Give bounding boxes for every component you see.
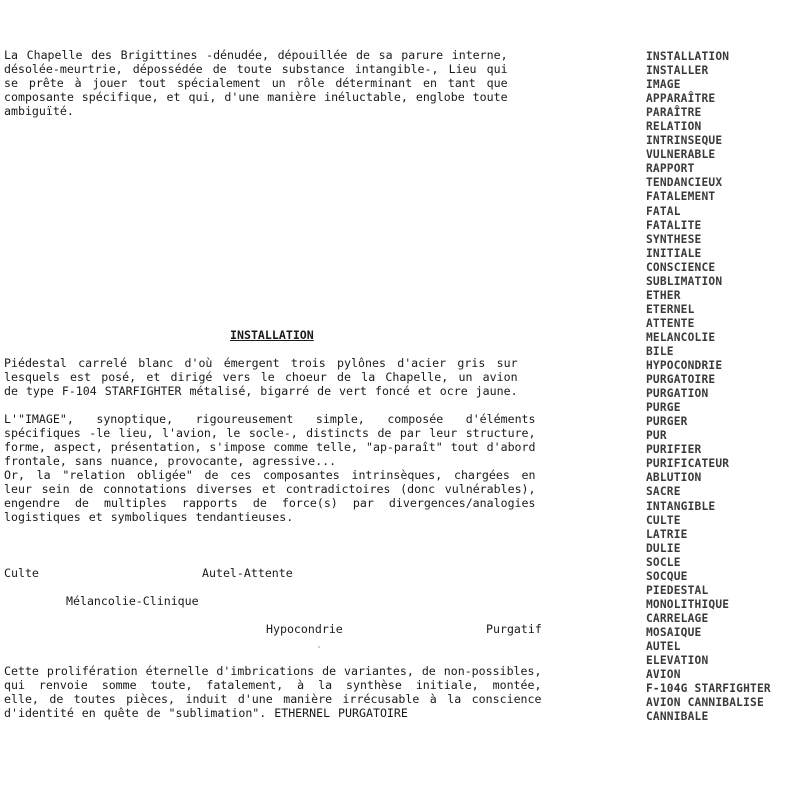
image-line: spécifiques -le lieu, l'avion, le socle-, distincts de par leur structure, xyxy=(4,426,536,440)
intro-line: La Chapelle des Brigittines -dénudée, dépouillée de sa parure interne, xyxy=(4,48,508,62)
keyword-item: FATAL xyxy=(646,204,681,218)
closing-line: Cette prolifération éternelle d'imbrications de variantes, de non-possibles, xyxy=(4,664,542,678)
image-line: L'"IMAGE", synoptique, rigoureusement simple, composée d'éléments xyxy=(4,412,536,426)
keyword-item: PURGATION xyxy=(646,387,709,401)
keyword-item: DULIE xyxy=(646,541,681,555)
keyword-item: INTRINSEQUE xyxy=(646,134,723,148)
keyword-item: PURIFIER xyxy=(646,443,702,457)
keyword-item: INSTALLATION xyxy=(646,50,730,63)
keyword-item: MELANCOLIE xyxy=(646,330,716,344)
keyword-item: SUBLIMATION xyxy=(646,274,723,288)
keyword-item: MONOLITHIQUE xyxy=(646,597,730,611)
keyword-item: AVION xyxy=(646,668,681,682)
section-heading: INSTALLATION xyxy=(230,328,314,342)
keyword-item: RELATION xyxy=(646,120,702,134)
keyword-item: TENDANCIEUX xyxy=(646,176,723,190)
closing-line: d'identité en quête de "sublimation". ETHERNEL PURGATOIRE xyxy=(4,706,408,720)
intro-line: ambiguïté. xyxy=(4,104,74,118)
scan-speck xyxy=(318,646,320,648)
keyword-item: BILE xyxy=(646,344,674,358)
image-line: engendre de multiples rapports de force(s) par divergences/analogies xyxy=(4,496,536,510)
keyword-item: ATTENTE xyxy=(646,316,695,330)
image-line: forme, aspect, présentation, s'impose comme telle, "ap-paraît" tout d'abord xyxy=(4,440,536,454)
term-hypocondrie: Hypocondrie xyxy=(266,622,343,636)
keyword-item: CONSCIENCE xyxy=(646,260,716,274)
keyword-item: PURIFICATEUR xyxy=(646,457,730,471)
keyword-item: HYPOCONDRIE xyxy=(646,359,723,373)
keyword-item: FATALEMENT xyxy=(646,190,716,204)
keyword-item: INSTALLER xyxy=(646,64,709,78)
keyword-item: ETHER xyxy=(646,288,681,302)
keyword-list xyxy=(646,50,771,724)
keyword-item: CULTE xyxy=(646,513,681,527)
keyword-item: APPARAÎTRE xyxy=(646,92,716,106)
keyword-item: ETERNEL xyxy=(646,302,695,316)
image-line: logistiques et symboliques tendantieuses. xyxy=(4,510,294,524)
installation-line: de type F-104 STARFIGHTER métalisé, bigarré de vert foncé et ocre jaune. xyxy=(4,384,518,398)
keyword-item: PIEDESTAL xyxy=(646,583,709,597)
keyword-item: INTANGIBLE xyxy=(646,499,716,513)
term-culte: Culte xyxy=(4,566,39,580)
image-line: leur sein de connotations diverses et contradictoires (donc vulnérables), xyxy=(4,482,536,496)
intro-line: composante spécifique, et qui, d'une manière inéluctable, englobe toute xyxy=(4,90,508,104)
keyword-item: AUTEL xyxy=(646,639,681,653)
image-line: frontale, sans nuance, provocante, agressive... xyxy=(4,454,337,468)
term-autel-attente: Autel-Attente xyxy=(202,566,293,580)
keyword-item: CARRELAGE xyxy=(646,611,709,625)
term-melancolie-clinique: Mélancolie-Clinique xyxy=(66,594,199,608)
term-purgatif: Purgatif xyxy=(486,622,542,636)
keyword-item: RAPPORT xyxy=(646,162,695,176)
keyword-item: MOSAIQUE xyxy=(646,625,702,639)
intro-line: se prête à jouer tout spécialement un rôle déterminant en tant que xyxy=(4,76,508,90)
keyword-item: IMAGE xyxy=(646,78,681,92)
closing-paragraph xyxy=(4,664,541,720)
keyword-item: LATRIE xyxy=(646,527,688,541)
closing-line: elle, de toutes pièces, induit d'une manière irrécusable à la conscience xyxy=(4,692,542,706)
keyword-item: AVION CANNIBALISE xyxy=(646,696,764,710)
keyword-item: PURGE xyxy=(646,401,681,415)
keyword-item: FATALITE xyxy=(646,218,702,232)
keyword-item: F-104G STARFIGHTER xyxy=(646,682,771,696)
closing-line: qui renvoie somme toute, fatalement, à la synthèse initiale, montée, xyxy=(4,678,542,692)
keyword-item: PARAÎTRE xyxy=(646,106,702,120)
installation-line: lesquels est posé, et dirigé vers le choeur de la Chapelle, un avion xyxy=(4,370,518,384)
keyword-item: PURGATOIRE xyxy=(646,373,716,387)
intro-line: désolée-meurtrie, dépossédée de toute substance intangible-, Lieu qui xyxy=(4,62,508,76)
keyword-item: INITIALE xyxy=(646,246,702,260)
keyword-item: SOCLE xyxy=(646,555,681,569)
keyword-item: ABLUTION xyxy=(646,471,702,485)
keyword-item: PURGER xyxy=(646,415,688,429)
image-line: Or, la "relation obligée" de ces composantes intrinsèques, chargées en xyxy=(4,468,536,482)
image-paragraph xyxy=(4,412,536,524)
keyword-item: SYNTHESE xyxy=(646,232,702,246)
installation-paragraph xyxy=(4,356,518,398)
keyword-item: ELEVATION xyxy=(646,654,709,668)
keyword-item: PUR xyxy=(646,429,667,443)
keyword-item: CANNIBALE xyxy=(646,710,709,724)
keyword-item: SACRE xyxy=(646,485,681,499)
installation-line: Piédestal carrelé blanc d'où émergent trois pylônes d'acier gris sur xyxy=(4,356,518,370)
keyword-item: VULNERABLE xyxy=(646,148,716,162)
intro-paragraph xyxy=(4,48,508,118)
keyword-item: SOCQUE xyxy=(646,569,688,583)
